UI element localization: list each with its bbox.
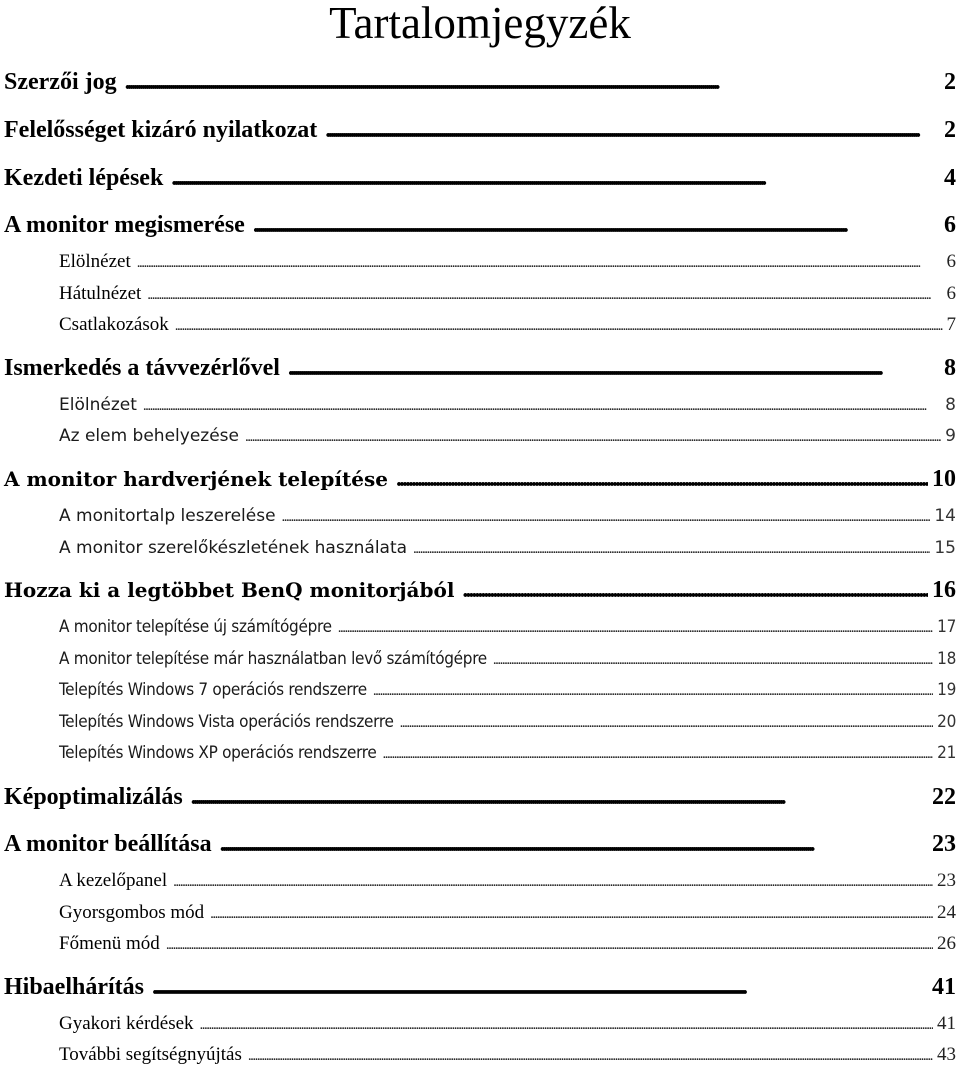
dot-leader	[143, 393, 941, 419]
dot-leader	[396, 464, 928, 494]
toc-entry-csatlakozasok[interactable]	[59, 312, 956, 338]
toc-entry-label: Hátulnézet	[59, 283, 142, 304]
dot-leader	[147, 282, 942, 308]
toc-entry-label: További segítségnyújtás	[59, 1044, 242, 1065]
dot-leader	[125, 67, 940, 97]
toc-entry-page: 43	[937, 1044, 956, 1065]
toc-entry-label: A monitor szerelőkészletének használata	[59, 538, 408, 558]
dot-leader	[200, 1012, 933, 1038]
toc-entry-label: A monitor beállítása	[4, 831, 212, 857]
toc-entry-hibaelharitas[interactable]	[4, 972, 956, 1002]
toc-entry-a-kezelopanel[interactable]	[59, 868, 956, 894]
toc-entry-ismerkedes-a-tavvezerlovel[interactable]	[4, 353, 956, 383]
toc-entry-fomenu-mod[interactable]	[59, 931, 956, 957]
toc-entry-page: 24	[937, 902, 956, 923]
toc-entry-page: 8	[945, 395, 956, 415]
toc-entry-label: Az elem behelyezése	[59, 426, 239, 446]
toc-entry-label: A monitor hardverjének telepítése	[4, 467, 388, 491]
toc-entry-label: Ismerkedés a távvezérlővel	[4, 355, 280, 381]
dot-leader	[400, 710, 934, 736]
page-title: Tartalomjegyzék	[329, 0, 631, 48]
dot-leader	[171, 163, 940, 193]
toc-entry-page: 22	[932, 784, 956, 810]
toc-entry-page: 17	[937, 617, 956, 637]
toc-entry-label: Csatlakozások	[59, 314, 169, 335]
toc-entry-page: 16	[932, 577, 956, 603]
toc-entry-elolnezet[interactable]	[59, 249, 956, 275]
toc-entry-kepoptimalizalas[interactable]	[4, 782, 956, 812]
dot-leader	[253, 210, 940, 240]
toc-entry-page: 15	[934, 538, 956, 558]
dot-leader	[383, 741, 934, 767]
toc-entry-label: Elölnézet	[59, 251, 131, 272]
toc-entry-page: 41	[932, 974, 956, 1000]
toc-entry-label: Elölnézet	[59, 395, 137, 415]
dot-leader	[137, 250, 943, 276]
toc-entry-page: 23	[937, 870, 956, 891]
dot-leader	[191, 782, 928, 812]
toc-entry-label: Telepítés Windows XP operációs rendszerre	[59, 743, 377, 763]
toc-entry-label: A monitor megismerése	[4, 212, 245, 238]
toc-entry-page: 6	[946, 251, 956, 272]
dot-leader	[493, 647, 933, 673]
dot-leader	[166, 932, 933, 958]
dot-leader	[288, 353, 940, 383]
toc-entry-a-monitor-beallitasa[interactable]	[4, 829, 956, 859]
dot-leader	[282, 504, 931, 530]
dot-leader	[173, 869, 933, 895]
toc-entry-page: 26	[937, 933, 956, 954]
toc-entry-gyorsgombos-mod[interactable]	[59, 900, 956, 926]
toc-entry-label: Gyorsgombos mód	[59, 902, 205, 923]
toc-entry-gyakori-kerdesek[interactable]	[59, 1011, 956, 1037]
dot-leader	[413, 536, 930, 562]
toc-entry-tovabbi-segitsegnyujtas[interactable]	[59, 1042, 956, 1068]
toc-entry-label: Telepítés Windows Vista operációs rendszerre	[59, 712, 394, 732]
toc-entry-page: 20	[937, 712, 956, 732]
toc-entry-label: A monitor telepítése már használatban levő számítógépre	[59, 649, 487, 669]
toc-entry-page: 6	[946, 283, 956, 304]
toc-entry-label: Kezdeti lépések	[4, 165, 164, 191]
toc-entry-page: 6	[944, 212, 956, 238]
toc-entry-a-monitortalp-leszerelese[interactable]	[59, 503, 956, 529]
dot-leader	[152, 972, 928, 1002]
toc-entry-felelosseget-kizaro-nyilatkozat[interactable]	[4, 115, 956, 145]
toc-entry-label: Szerzői jog	[4, 69, 117, 95]
toc-entry-a-monitor-szerelokeszletenek-hasznalata[interactable]	[59, 535, 956, 561]
dot-leader	[220, 829, 928, 859]
toc-entry-label: A monitortalp leszerelése	[59, 506, 276, 526]
toc-entry-label: Felelősséget kizáró nyilatkozat	[4, 117, 318, 143]
toc-entry-label: Telepítés Windows 7 operációs rendszerre	[59, 680, 367, 700]
toc-entry-telepites-windows-vista[interactable]	[59, 709, 956, 735]
toc-entry-label: Főmenü mód	[59, 933, 160, 954]
toc-entry-page: 41	[937, 1013, 956, 1034]
toc-entry-hatulnezet[interactable]	[59, 281, 956, 307]
dot-leader	[325, 115, 940, 145]
toc-entry-elolnezet-remote[interactable]	[59, 392, 956, 418]
toc-entry-label: A kezelőpanel	[59, 870, 168, 891]
dot-leader	[248, 1043, 933, 1069]
toc-entry-label: Hozza ki a legtöbbet BenQ monitorjából	[4, 578, 455, 602]
toc-entry-page: 21	[937, 743, 956, 763]
toc-entry-label: Hibaelhárítás	[4, 974, 145, 1000]
toc-entry-label: Képoptimalizálás	[4, 784, 183, 810]
dot-leader	[338, 615, 933, 641]
toc-entry-page: 8	[944, 355, 956, 381]
toc-entry-page: 2	[944, 117, 956, 143]
dot-leader	[373, 678, 933, 704]
dot-leader	[210, 901, 933, 927]
dot-leader	[462, 575, 928, 605]
toc-entry-label: Gyakori kérdések	[59, 1013, 194, 1034]
toc-entry-page: 23	[932, 831, 956, 857]
dot-leader	[245, 424, 941, 450]
toc-entry-kezdeti-lepesek[interactable]	[4, 163, 956, 193]
toc-entry-a-monitor-telepitese-mar-hasznalatban-levo-szamitogepre[interactable]	[59, 646, 956, 672]
toc-entry-telepites-windows-7[interactable]	[59, 677, 956, 703]
toc-entry-hozza-ki-a-legtobbet-benq-monitorjabol[interactable]	[4, 575, 956, 605]
toc-entry-page: 18	[937, 649, 956, 669]
toc-entry-label: A monitor telepítése új számítógépre	[59, 617, 332, 637]
toc-entry-page: 7	[946, 314, 956, 335]
toc-entry-szerzoi-jog[interactable]	[4, 67, 956, 97]
toc-entry-telepites-windows-xp[interactable]	[59, 740, 956, 766]
toc-entry-a-monitor-hardverjenek-telepitese[interactable]	[4, 464, 956, 494]
toc-entry-page: 9	[945, 426, 956, 446]
dot-leader	[175, 313, 943, 339]
toc-entry-page: 10	[932, 466, 956, 492]
toc-entry-page: 4	[944, 165, 956, 191]
toc-entry-az-elem-behelyezese[interactable]	[59, 423, 956, 449]
toc-entry-a-monitor-megismerese[interactable]	[4, 210, 956, 240]
toc-entry-page: 2	[944, 69, 956, 95]
toc-entry-page: 19	[937, 680, 956, 700]
toc-entry-a-monitor-telepitese-uj-szamitogepre[interactable]	[59, 614, 956, 640]
toc-entry-page: 14	[934, 506, 956, 526]
